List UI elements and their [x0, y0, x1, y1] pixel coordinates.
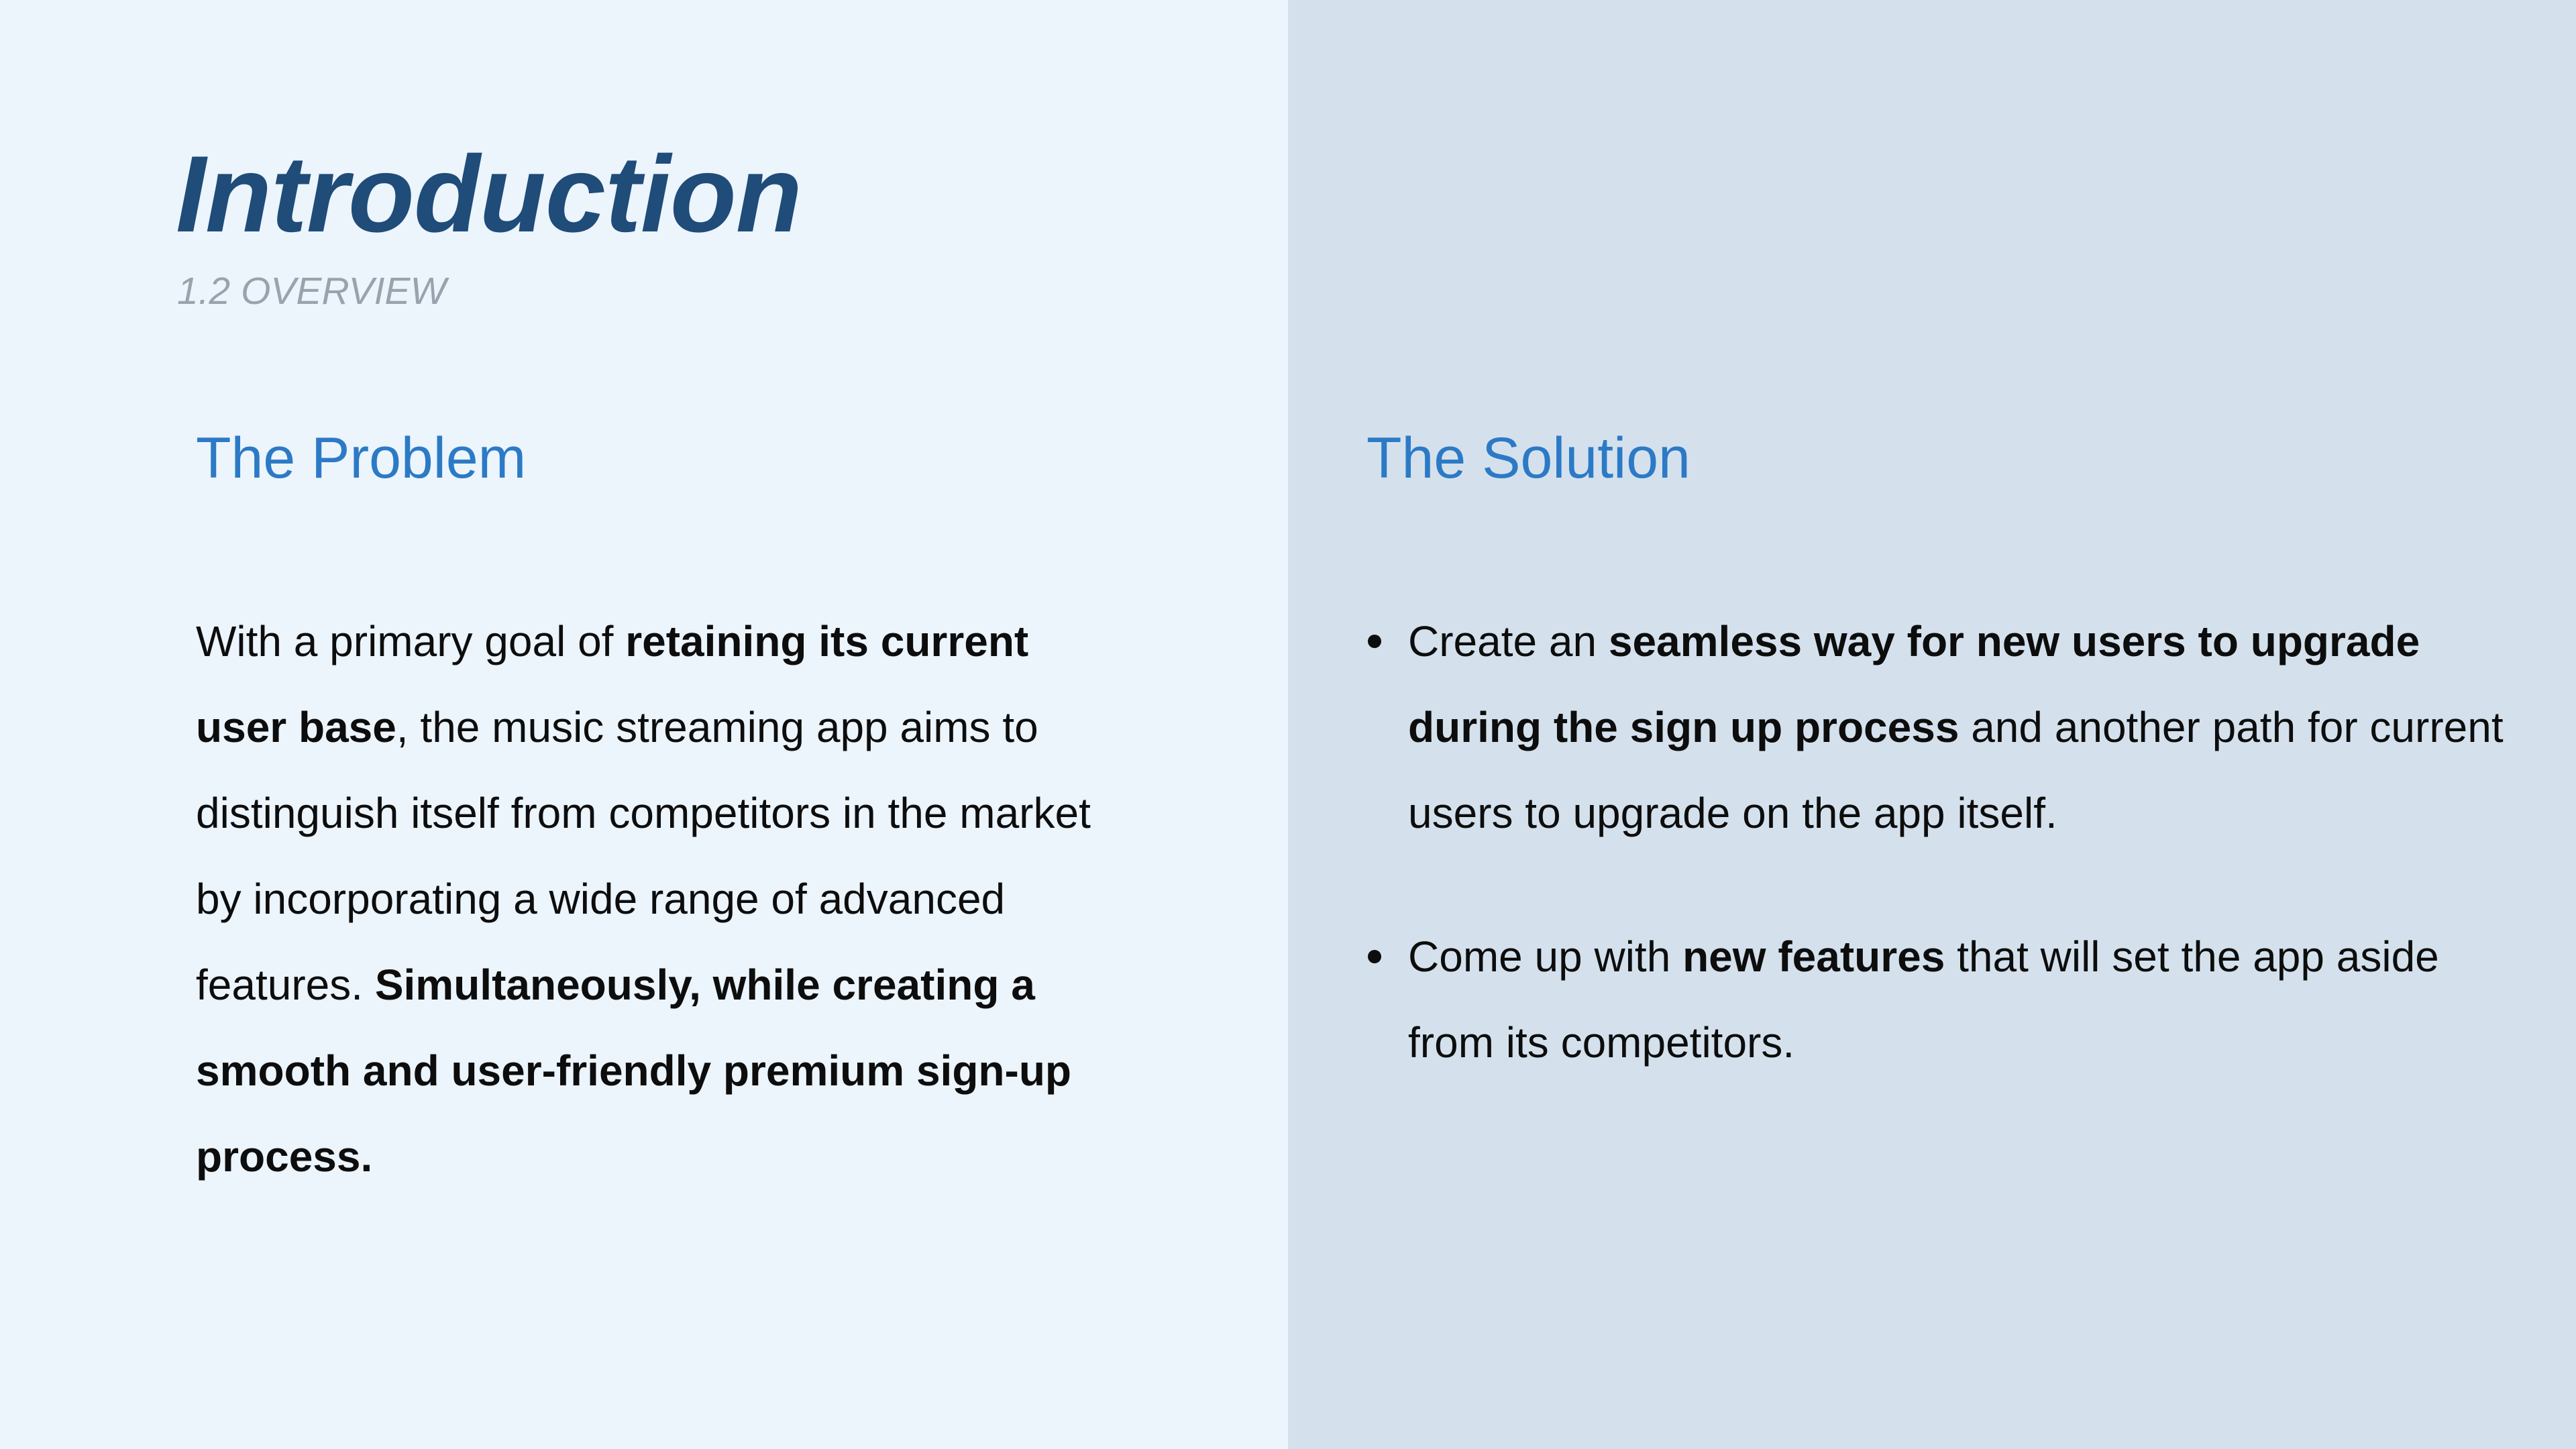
bullet-icon	[1368, 950, 1381, 963]
problem-text-segment: retaining its current user base	[196, 617, 1029, 751]
bullet-text-segment: Create an	[1408, 617, 1609, 665]
bullet-text-segment: new features	[1682, 932, 1945, 981]
solution-bullet-item	[1366, 914, 2520, 1085]
bullet-text-segment: seamless way for new users to upgrade during the sign up process	[1408, 617, 2420, 751]
problem-text-segment: With a primary goal of	[196, 617, 626, 665]
section-number: 1.2 OVERVIEW	[177, 270, 447, 313]
problem-paragraph	[196, 598, 1095, 1199]
bullet-text-segment: Come up with	[1408, 932, 1683, 981]
bullet-icon	[1368, 635, 1381, 648]
problem-text-segment: , the music streaming app aims to distinguish itself from competitors in the market by incorporating a wide range of advanced features.	[196, 703, 1091, 1009]
problem-text-segment: Simultaneously, while creating a smooth and user-friendly premium sign-up process.	[196, 961, 1071, 1181]
solution-list	[1366, 598, 2520, 1085]
page-title: Introduction	[176, 133, 802, 255]
bullet-text-segment: and another path for current users to upgrade on the app itself.	[1408, 703, 2504, 837]
bullet-text-segment: that will set the app aside from its competitors.	[1408, 932, 2439, 1067]
problem-heading: The Problem	[196, 426, 527, 490]
solution-heading: The Solution	[1366, 426, 1690, 490]
solution-bullet-item	[1366, 598, 2520, 856]
